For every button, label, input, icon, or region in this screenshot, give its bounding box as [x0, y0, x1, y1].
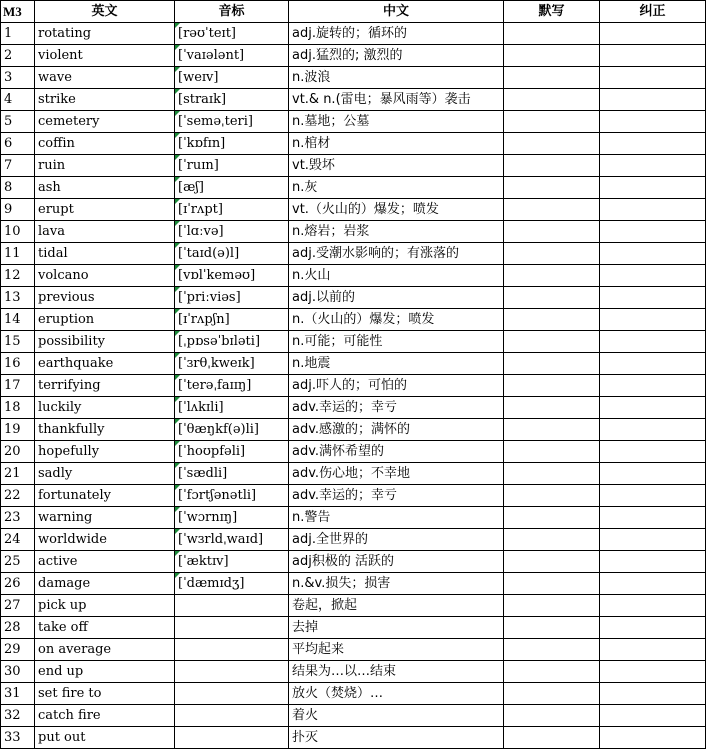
row-number: 13	[1, 287, 35, 309]
english-word: terrifying	[35, 375, 175, 397]
table-row	[1, 683, 706, 705]
comment-marker-icon	[175, 23, 180, 28]
correction-cell[interactable]	[600, 551, 706, 573]
comment-marker-icon	[175, 177, 180, 182]
phonetic-text: [ˈvaɪələnt]	[178, 47, 245, 63]
header-row	[1, 1, 706, 23]
comment-marker-icon	[175, 155, 180, 160]
phonetic-cell	[175, 177, 289, 199]
dictation-cell[interactable]	[504, 661, 600, 683]
phonetic-cell	[175, 727, 289, 749]
dictation-cell[interactable]	[504, 375, 600, 397]
row-number: 11	[1, 243, 35, 265]
row-number: 28	[1, 617, 35, 639]
chinese-meaning: 去掉	[289, 617, 504, 639]
chinese-meaning: adj.受潮水影响的；有涨落的	[289, 243, 504, 265]
english-word: strike	[35, 89, 175, 111]
table-row	[1, 243, 706, 265]
table-row	[1, 221, 706, 243]
table-row	[1, 551, 706, 573]
dictation-cell[interactable]	[504, 683, 600, 705]
dictation-cell[interactable]	[504, 221, 600, 243]
correction-cell[interactable]	[600, 507, 706, 529]
row-number: 26	[1, 573, 35, 595]
row-number: 17	[1, 375, 35, 397]
chinese-meaning: adj.以前的	[289, 287, 504, 309]
chinese-meaning: n.警告	[289, 507, 504, 529]
table-row	[1, 617, 706, 639]
chinese-meaning: adj.猛烈的; 激烈的	[289, 45, 504, 67]
correction-cell[interactable]	[600, 419, 706, 441]
phonetic-cell	[175, 507, 289, 529]
correction-cell[interactable]	[600, 23, 706, 45]
phonetic-cell	[175, 705, 289, 727]
dictation-cell[interactable]	[504, 727, 600, 749]
phonetic-cell	[175, 375, 289, 397]
correction-cell[interactable]	[600, 331, 706, 353]
phonetic-cell	[175, 287, 289, 309]
chinese-meaning: n.熔岩；岩浆	[289, 221, 504, 243]
english-word: catch fire	[35, 705, 175, 727]
dictation-cell[interactable]	[504, 177, 600, 199]
english-word: eruption	[35, 309, 175, 331]
dictation-cell[interactable]	[504, 529, 600, 551]
dictation-cell[interactable]	[504, 463, 600, 485]
phonetic-cell	[175, 133, 289, 155]
table-row	[1, 199, 706, 221]
chinese-meaning: n.（火山的）爆发；喷发	[289, 309, 504, 331]
phonetic-text: [ˈseməˌteri]	[178, 113, 253, 129]
dictation-cell[interactable]	[504, 45, 600, 67]
phonetic-text: [ˌpɒsəˈbɪləti]	[178, 333, 261, 349]
table-row	[1, 133, 706, 155]
english-word: warning	[35, 507, 175, 529]
phonetic-cell	[175, 353, 289, 375]
phonetic-cell	[175, 67, 289, 89]
row-number: 2	[1, 45, 35, 67]
phonetic-cell	[175, 529, 289, 551]
phonetic-cell	[175, 397, 289, 419]
chinese-meaning: adj积极的 活跃的	[289, 551, 504, 573]
chinese-meaning: adv.幸运的；幸亏	[289, 485, 504, 507]
comment-marker-icon	[175, 353, 180, 358]
chinese-meaning: n.可能；可能性	[289, 331, 504, 353]
dictation-cell[interactable]	[504, 265, 600, 287]
phonetic-cell	[175, 265, 289, 287]
chinese-meaning: n.波浪	[289, 67, 504, 89]
phonetic-cell	[175, 683, 289, 705]
correction-cell[interactable]	[600, 595, 706, 617]
phonetic-text: [ˈhoʊpfəli]	[178, 443, 246, 459]
row-number: 21	[1, 463, 35, 485]
english-word: erupt	[35, 199, 175, 221]
english-word: violent	[35, 45, 175, 67]
english-word: fortunately	[35, 485, 175, 507]
row-number: 7	[1, 155, 35, 177]
english-word: set fire to	[35, 683, 175, 705]
correction-cell[interactable]	[600, 661, 706, 683]
chinese-meaning: adv.幸运的；幸亏	[289, 397, 504, 419]
correction-cell[interactable]	[600, 617, 706, 639]
row-number: 22	[1, 485, 35, 507]
chinese-meaning: adv.满怀希望的	[289, 441, 504, 463]
chinese-meaning: n.棺材	[289, 133, 504, 155]
comment-marker-icon	[175, 551, 180, 556]
english-word: thankfully	[35, 419, 175, 441]
row-number: 18	[1, 397, 35, 419]
chinese-meaning: 着火	[289, 705, 504, 727]
table-row	[1, 727, 706, 749]
phonetic-cell	[175, 155, 289, 177]
correction-cell[interactable]	[600, 639, 706, 661]
table-row	[1, 331, 706, 353]
chinese-meaning: 结果为…以…结束	[289, 661, 504, 683]
correction-cell[interactable]	[600, 287, 706, 309]
english-word: coffin	[35, 133, 175, 155]
correction-cell[interactable]	[600, 485, 706, 507]
correction-cell[interactable]	[600, 243, 706, 265]
phonetic-text: [ˈlɑːvə]	[178, 223, 224, 239]
row-number: 10	[1, 221, 35, 243]
row-number: 6	[1, 133, 35, 155]
phonetic-cell	[175, 419, 289, 441]
row-number: 29	[1, 639, 35, 661]
row-number: 4	[1, 89, 35, 111]
comment-marker-icon	[175, 287, 180, 292]
phonetic-cell	[175, 243, 289, 265]
dictation-cell[interactable]	[504, 441, 600, 463]
english-word: luckily	[35, 397, 175, 419]
table-row	[1, 397, 706, 419]
correction-cell[interactable]	[600, 155, 706, 177]
correction-cell[interactable]	[600, 683, 706, 705]
chinese-meaning: n.灰	[289, 177, 504, 199]
table-row	[1, 67, 706, 89]
correction-cell[interactable]	[600, 45, 706, 67]
comment-marker-icon	[175, 133, 180, 138]
english-word: active	[35, 551, 175, 573]
table-row	[1, 23, 706, 45]
phonetic-text: [ˈwɔrnɪŋ]	[178, 509, 238, 525]
row-number: 27	[1, 595, 35, 617]
table-row	[1, 485, 706, 507]
table-row	[1, 309, 706, 331]
correction-cell[interactable]	[600, 67, 706, 89]
phonetic-cell	[175, 661, 289, 683]
phonetic-text: [ˈpriːviəs]	[178, 289, 241, 305]
correction-cell[interactable]	[600, 705, 706, 727]
chinese-meaning: n.火山	[289, 265, 504, 287]
english-word: ash	[35, 177, 175, 199]
english-word: earthquake	[35, 353, 175, 375]
chinese-meaning: 放火（焚烧）…	[289, 683, 504, 705]
phonetic-text: [ˈæktɪv]	[178, 553, 229, 569]
dictation-cell[interactable]	[504, 507, 600, 529]
phonetic-cell	[175, 485, 289, 507]
english-word: wave	[35, 67, 175, 89]
phonetic-text: [ˈθæŋkf(ə)li]	[178, 421, 259, 437]
comment-marker-icon	[175, 89, 180, 94]
row-number: 1	[1, 23, 35, 45]
dictation-cell[interactable]	[504, 353, 600, 375]
dictation-cell[interactable]	[504, 23, 600, 45]
row-number: 15	[1, 331, 35, 353]
correction-header: 纠正	[600, 1, 706, 23]
chinese-header: 中文	[289, 1, 504, 23]
dictation-cell[interactable]	[504, 309, 600, 331]
row-number: 24	[1, 529, 35, 551]
comment-marker-icon	[175, 375, 180, 380]
table-row	[1, 353, 706, 375]
row-number: 23	[1, 507, 35, 529]
english-word: previous	[35, 287, 175, 309]
english-word: damage	[35, 573, 175, 595]
phonetic-text: [vɒlˈkeməʊ]	[178, 267, 256, 283]
english-word: take off	[35, 617, 175, 639]
phonetic-text: [ˈterəˌfaɪɪŋ]	[178, 377, 252, 393]
table-row	[1, 89, 706, 111]
correction-cell[interactable]	[600, 375, 706, 397]
chinese-meaning: adj.旋转的；循环的	[289, 23, 504, 45]
phonetic-cell	[175, 45, 289, 67]
row-number: 20	[1, 441, 35, 463]
chinese-meaning: n.&v.损失；损害	[289, 573, 504, 595]
phonetic-cell	[175, 23, 289, 45]
comment-marker-icon	[175, 243, 180, 248]
phonetic-text: [ɪˈrʌpt]	[178, 201, 223, 217]
table-row	[1, 507, 706, 529]
english-word: rotating	[35, 23, 175, 45]
phonetic-cell	[175, 309, 289, 331]
comment-marker-icon	[175, 441, 180, 446]
phonetic-text: [ˈruɪn]	[178, 157, 219, 173]
dictation-cell[interactable]	[504, 485, 600, 507]
table-row	[1, 419, 706, 441]
chinese-meaning: adj.全世界的	[289, 529, 504, 551]
correction-cell[interactable]	[600, 111, 706, 133]
phonetic-text: [ˈlʌkɪli]	[178, 399, 224, 415]
correction-cell[interactable]	[600, 353, 706, 375]
phonetic-text: [ˈfɔrtʃənətli]	[178, 487, 257, 503]
table-row	[1, 573, 706, 595]
comment-marker-icon	[175, 67, 180, 72]
correction-cell[interactable]	[600, 199, 706, 221]
phonetic-cell	[175, 441, 289, 463]
correction-cell[interactable]	[600, 727, 706, 749]
correction-cell[interactable]	[600, 397, 706, 419]
dictation-cell[interactable]	[504, 199, 600, 221]
phonetic-cell	[175, 221, 289, 243]
table-row	[1, 177, 706, 199]
phonetic-cell	[175, 89, 289, 111]
comment-marker-icon	[175, 463, 180, 468]
english-word: end up	[35, 661, 175, 683]
dictation-cell[interactable]	[504, 551, 600, 573]
dictation-cell[interactable]	[504, 419, 600, 441]
chinese-meaning: n.地震	[289, 353, 504, 375]
comment-marker-icon	[175, 111, 180, 116]
english-word: worldwide	[35, 529, 175, 551]
dictation-cell[interactable]	[504, 397, 600, 419]
phonetic-cell	[175, 199, 289, 221]
dictation-cell[interactable]	[504, 705, 600, 727]
correction-cell[interactable]	[600, 309, 706, 331]
correction-cell[interactable]	[600, 133, 706, 155]
chinese-meaning: 平均起来	[289, 639, 504, 661]
phonetic-text: [ˈkɒfɪn]	[178, 135, 226, 151]
dictation-header: 默写	[504, 1, 600, 23]
phonetic-cell	[175, 639, 289, 661]
table-row	[1, 111, 706, 133]
comment-marker-icon	[175, 199, 180, 204]
table-row	[1, 265, 706, 287]
phonetic-text: [ˈsædli]	[178, 465, 228, 481]
chinese-meaning: 卷起，掀起	[289, 595, 504, 617]
phonetic-cell	[175, 595, 289, 617]
table-row	[1, 155, 706, 177]
english-word: hopefully	[35, 441, 175, 463]
english-word: possibility	[35, 331, 175, 353]
chinese-meaning: adv.伤心地；不幸地	[289, 463, 504, 485]
table-row	[1, 705, 706, 727]
english-word: put out	[35, 727, 175, 749]
correction-cell[interactable]	[600, 265, 706, 287]
row-number: 25	[1, 551, 35, 573]
comment-marker-icon	[175, 529, 180, 534]
row-number: 5	[1, 111, 35, 133]
table-row	[1, 375, 706, 397]
row-number: 14	[1, 309, 35, 331]
dictation-cell[interactable]	[504, 639, 600, 661]
english-word: lava	[35, 221, 175, 243]
dictation-cell[interactable]	[504, 133, 600, 155]
phonetic-text: [æʃ]	[178, 179, 204, 195]
phonetic-text: [ˈɜrθˌkweɪk]	[178, 355, 255, 371]
comment-marker-icon	[175, 221, 180, 226]
phonetic-text: [ɪˈrʌpʃn]	[178, 311, 230, 327]
row-number: 12	[1, 265, 35, 287]
table-row	[1, 45, 706, 67]
phonetic-header: 音标	[175, 1, 289, 23]
table-row	[1, 463, 706, 485]
chinese-meaning: 扑灭	[289, 727, 504, 749]
table-row	[1, 287, 706, 309]
chinese-meaning: vt.（火山的）爆发；喷发	[289, 199, 504, 221]
chinese-meaning: vt.毁坏	[289, 155, 504, 177]
english-word: sadly	[35, 463, 175, 485]
comment-marker-icon	[175, 397, 180, 402]
row-number: 9	[1, 199, 35, 221]
comment-marker-icon	[175, 331, 180, 336]
row-number: 31	[1, 683, 35, 705]
dictation-cell[interactable]	[504, 617, 600, 639]
chinese-meaning: vt.& n.(雷电；暴风雨等）袭击	[289, 89, 504, 111]
chinese-meaning: adj.吓人的；可怕的	[289, 375, 504, 397]
comment-marker-icon	[175, 485, 180, 490]
comment-marker-icon	[175, 507, 180, 512]
row-number: 8	[1, 177, 35, 199]
table-row	[1, 441, 706, 463]
table-row	[1, 529, 706, 551]
correction-cell[interactable]	[600, 177, 706, 199]
table-row	[1, 639, 706, 661]
phonetic-cell	[175, 463, 289, 485]
english-word: volcano	[35, 265, 175, 287]
row-number: 32	[1, 705, 35, 727]
table-row	[1, 595, 706, 617]
row-number: 3	[1, 67, 35, 89]
phonetic-text: [straɪk]	[178, 91, 227, 107]
comment-marker-icon	[175, 573, 180, 578]
correction-cell[interactable]	[600, 463, 706, 485]
table-row	[1, 661, 706, 683]
dictation-cell[interactable]	[504, 155, 600, 177]
row-number: 30	[1, 661, 35, 683]
phonetic-text: [ˈwɜrldˌwaɪd]	[178, 531, 264, 547]
comment-marker-icon	[175, 45, 180, 50]
english-word: pick up	[35, 595, 175, 617]
phonetic-text: [ˈdæmɪdʒ]	[178, 575, 245, 591]
chinese-meaning: n.墓地；公墓	[289, 111, 504, 133]
english-word: cemetery	[35, 111, 175, 133]
correction-cell[interactable]	[600, 221, 706, 243]
comment-marker-icon	[175, 265, 180, 270]
english-word: on average	[35, 639, 175, 661]
correction-cell[interactable]	[600, 529, 706, 551]
phonetic-cell	[175, 111, 289, 133]
english-header: 英文	[35, 1, 175, 23]
dictation-cell[interactable]	[504, 89, 600, 111]
dictation-cell[interactable]	[504, 243, 600, 265]
phonetic-text: [rəʊˈteɪt]	[178, 25, 236, 41]
phonetic-cell	[175, 617, 289, 639]
row-number: 33	[1, 727, 35, 749]
row-number: 16	[1, 353, 35, 375]
dictation-cell[interactable]	[504, 573, 600, 595]
comment-marker-icon	[175, 419, 180, 424]
english-word: ruin	[35, 155, 175, 177]
row-number: 19	[1, 419, 35, 441]
phonetic-cell	[175, 331, 289, 353]
comment-marker-icon	[175, 309, 180, 314]
english-word: tidal	[35, 243, 175, 265]
phonetic-text: [ˈtaɪd(ə)l]	[178, 245, 240, 261]
unit-header: M3	[1, 1, 35, 23]
dictation-cell[interactable]	[504, 331, 600, 353]
correction-cell[interactable]	[600, 89, 706, 111]
dictation-cell[interactable]	[504, 595, 600, 617]
correction-cell[interactable]	[600, 573, 706, 595]
phonetic-cell	[175, 551, 289, 573]
dictation-cell[interactable]	[504, 287, 600, 309]
dictation-cell[interactable]	[504, 67, 600, 89]
dictation-cell[interactable]	[504, 111, 600, 133]
chinese-meaning: adv.感激的；满怀的	[289, 419, 504, 441]
correction-cell[interactable]	[600, 441, 706, 463]
phonetic-cell	[175, 573, 289, 595]
phonetic-text: [weɪv]	[178, 69, 219, 85]
